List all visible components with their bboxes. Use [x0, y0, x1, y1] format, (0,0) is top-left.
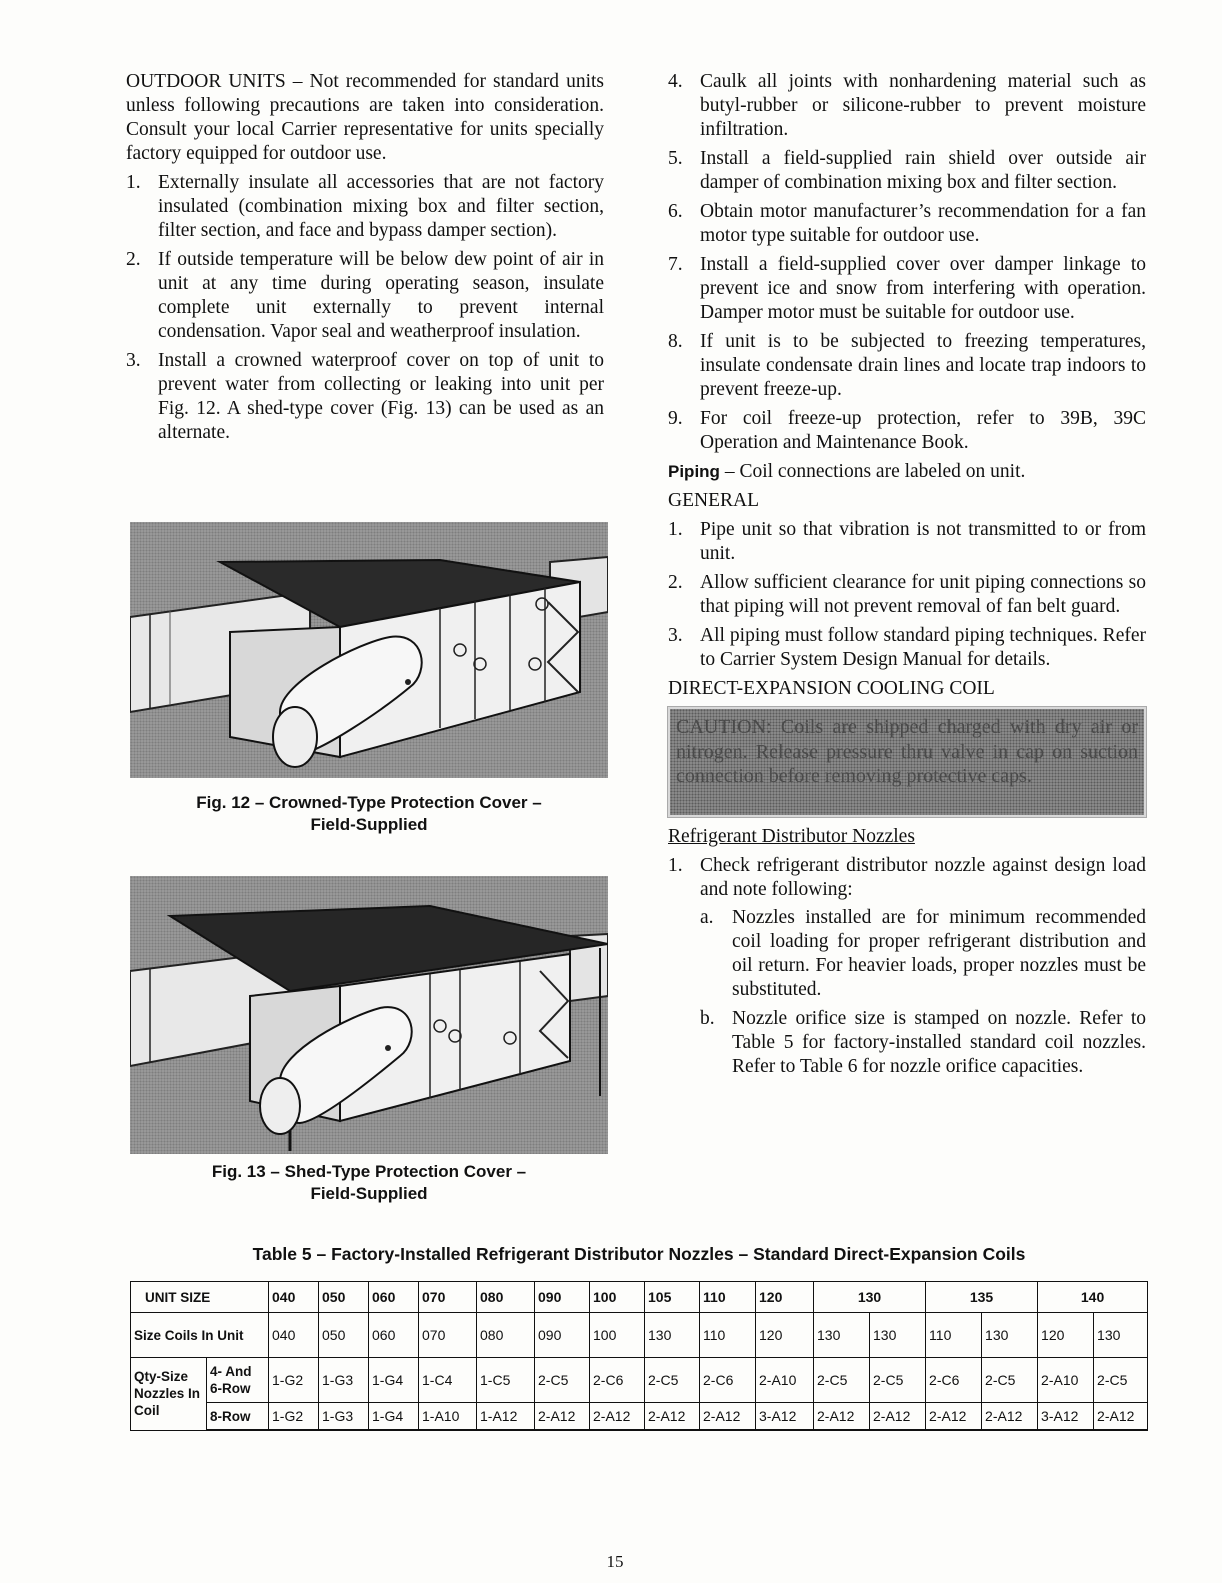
list-item: 5. Install a field-supplied rain shield over outside air damper of combination mixing box and filter section.: [668, 148, 1146, 193]
fig-12-caption: Fig. 12 – Crowned-Type Protection Cover – Field-Supplied: [196, 793, 542, 834]
outdoor-units-intro: OUTDOOR UNITS – Not recommended for standard units unless following precautions are taken into consideration. Consult your local Carrier representative for units specially factory equipped for outdoor use.: [126, 71, 604, 164]
right-column: [668, 70, 1146, 1084]
table-row: UNIT SIZE 040 050 060 070 080 090 100 105 110 120 130 135 140: [131, 1282, 1148, 1313]
table-row: Qty-Size Nozzles In Coil 4- And 6-Row 1-G2 1-G3 1-G4 1-C4 1-C5 2-C5 2-C6 2-C5 2-C6 2-A10 2-C5 2-C5 2-C6 2-C5 2-A10 2-C5: [131, 1358, 1148, 1403]
list-item: 9. For coil freeze-up protection, refer to 39B, 39C Operation and Maintenance Book.: [668, 408, 1146, 453]
list-item: 1. Pipe unit so that vibration is not transmitted to or from unit.: [668, 519, 1146, 564]
fig-13-illustration: [130, 876, 608, 1154]
fig-13-caption: Fig. 13 – Shed-Type Protection Cover – Field-Supplied: [211, 1162, 527, 1203]
list-item: 3. Install a crowned waterproof cover on top of unit to prevent water from collecting or leaking into unit per Fig. 12. A shed-type cover (Fig. 13) can be used as an alternate.: [126, 350, 604, 443]
list-item: 2. Allow sufficient clearance for unit piping connections so that piping will not prevent removal of fan belt guard.: [668, 572, 1146, 617]
table-row: Size Coils In Unit 040 050 060 070 080 090 100 130 110 120 130 130 110 130 120 130: [131, 1313, 1148, 1358]
general-list: [668, 518, 1146, 672]
list-item: b. Nozzle orifice size is stamped on nozzle. Refer to Table 5 for factory-installed standard coil nozzles. Refer to Table 6 for nozzle orifice capacities.: [700, 1008, 1146, 1077]
list-item: 6. Obtain motor manufacturer’s recommendation for a fan motor type suitable for outdoor use.: [668, 201, 1146, 246]
outdoor-precautions-list-continued: [668, 70, 1146, 455]
list-item: 4. Caulk all joints with nonhardening material such as butyl-rubber or silicone-rubber to prevent moisture infiltration.: [668, 71, 1146, 140]
dx-coil-heading: DIRECT-EXPANSION COOLING COIL: [668, 678, 995, 699]
list-item: a. Nozzles installed are for minimum recommended coil loading for proper refrigerant distribution and oil return. For heavier loads, proper nozzles must be substituted.: [700, 907, 1146, 1000]
list-item: 7. Install a field-supplied cover over damper linkage to prevent ice and snow from interfering with operation. Damper motor must be suitable for outdoor use.: [668, 254, 1146, 323]
list-item: 8. If unit is to be subjected to freezing temperatures, insulate condensate drain lines and locate trap indoors to prevent freeze-up.: [668, 331, 1146, 400]
caution-box: CAUTION: Coils are shipped charged with dry air or nitrogen. Release pressure thru valve in cap on suction connection before removing protective caps.: [668, 707, 1146, 817]
list-item: 1. Externally insulate all accessories that are not factory insulated (combination mixing box and filter section, filter section, and face and bypass damper section).: [126, 172, 604, 241]
nozzles-heading: Refrigerant Distributor Nozzles: [668, 826, 915, 847]
list-item: 1. Check refrigerant distributor nozzle against design load and note following: a. Nozzles installed are for minimum recommended coil loading for proper refrigerant distribution and oil return. For heavier loads, proper nozzles must be substituted. b. Nozzle orifice size is stamped on nozzle. Refer to Table 5 for factory-installed standard coil nozzles. Refer to Table 6 for nozzle orifice capacities.: [668, 855, 1146, 1077]
table-row: 8-Row 1-G2 1-G3 1-G4 1-A10 1-A12 2-A12 2-A12 2-A12 2-A12 3-A12 2-A12 2-A12 2-A12 2-A12 3-A12 2-A12: [131, 1403, 1148, 1431]
list-item: 3. All piping must follow standard piping techniques. Refer to Carrier System Design Manual for details.: [668, 625, 1146, 670]
outdoor-precautions-list: [126, 171, 604, 445]
nozzle-list: [668, 854, 1146, 1079]
left-column: [126, 70, 604, 450]
page-number: 15: [606, 1552, 624, 1571]
table-5: [130, 1281, 1148, 1431]
fig-12-illustration: [130, 522, 608, 778]
list-item: 2. If outside temperature will be below dew point of air in unit at any time during operating season, insulate complete unit externally to prevent internal condensation. Vapor seal and weatherproof insulation.: [126, 249, 604, 342]
piping-paragraph: Piping – Coil connections are labeled on unit.: [668, 461, 1026, 482]
general-heading: GENERAL: [668, 490, 759, 511]
table-5-title: Table 5 – Factory-Installed Refrigerant Distributor Nozzles – Standard Direct-Expansion Coils: [252, 1244, 1026, 1264]
nozzle-sub-list: [700, 906, 1146, 1079]
